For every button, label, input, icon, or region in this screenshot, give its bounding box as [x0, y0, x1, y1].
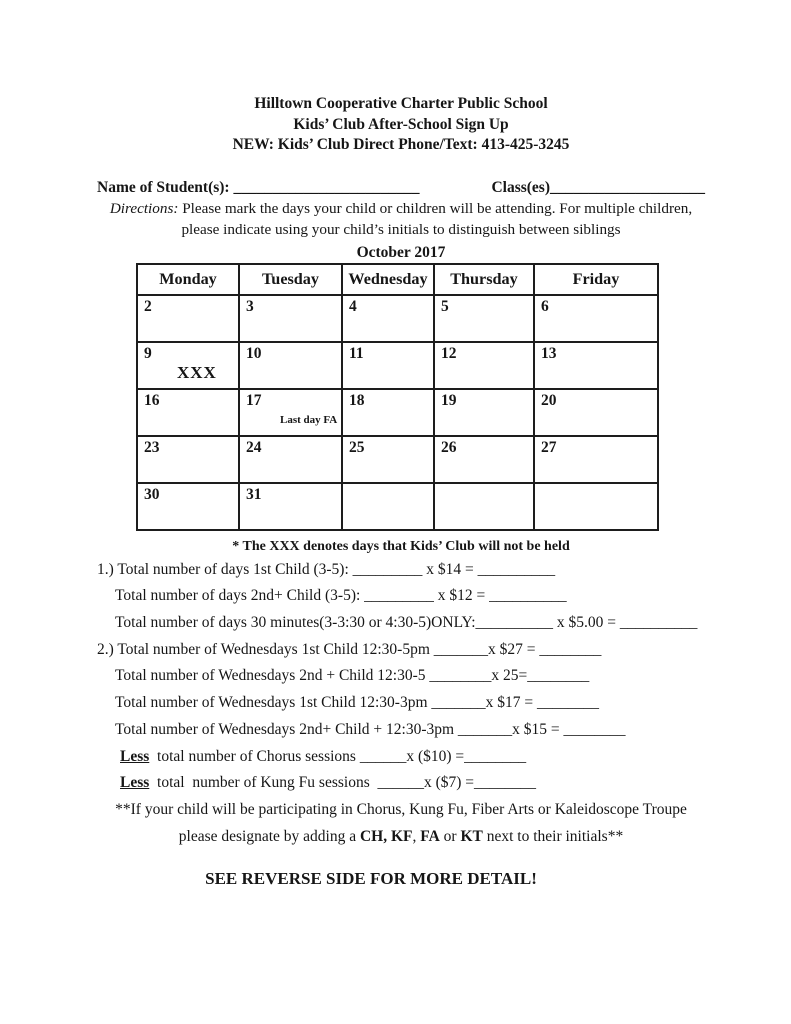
calendar-cell-19[interactable]: 19 [434, 389, 534, 436]
directions-line2: please indicate using your child’s initials to distinguish between siblings [181, 221, 621, 239]
calendar-title: October 2017 [356, 243, 446, 261]
calendar-cell-31[interactable]: 31 [239, 483, 342, 530]
calendar-cell-empty[interactable] [342, 483, 434, 530]
calendar-footnote: * The XXX denotes days that Kids’ Club will not be held [232, 538, 570, 554]
date-label: 17 [246, 391, 262, 409]
fee-wednesdays-2nd-child-1230-5: Total number of Wednesdays 2nd + Child 12:30-5 ________x 25=________ [115, 667, 590, 685]
fee-calculation-section [97, 557, 705, 851]
reverse-side-note: SEE REVERSE SIDE FOR MORE DETAIL! [205, 869, 537, 889]
calendar-cell-12[interactable]: 12 [434, 342, 534, 389]
phone-contact-line: NEW: Kids’ Club Direct Phone/Text: 413-425-3245 [232, 136, 570, 154]
directions-label: Directions: [109, 199, 179, 217]
spacer [419, 177, 491, 198]
less-kungfu-line: Less total number of Kung Fu sessions ______x ($7) =________ [120, 774, 537, 792]
calendar-cell-3[interactable]: 3 [239, 295, 342, 342]
calendar-cell-17[interactable] [239, 389, 342, 436]
calendar-header-friday: Friday [534, 264, 658, 295]
calendar-cell-26[interactable]: 26 [434, 436, 534, 483]
calendar-cell-11[interactable]: 11 [342, 342, 434, 389]
calendar-header-thursday: Thursday [434, 264, 534, 295]
date-label: 9 [144, 344, 152, 362]
chorus-code: CH, KF [359, 827, 413, 845]
calendar-cell-4[interactable]: 4 [342, 295, 434, 342]
less-chorus-line: Less total number of Chorus sessions ______x ($10) =________ [120, 747, 527, 765]
fee-wednesdays-1st-child-1230-5: 2.) Total number of Wednesdays 1st Child 12:30-5pm _______x $27 = ________ [97, 640, 602, 658]
classes-label: Class(es) [491, 178, 550, 196]
document-header [97, 94, 705, 156]
calendar-table [136, 263, 659, 531]
classes-blank[interactable]: ____________________ [550, 178, 705, 196]
calendar-cell-empty[interactable] [534, 483, 658, 530]
calendar-cell-30[interactable]: 30 [137, 483, 239, 530]
kaleidoscope-code: KT [460, 827, 483, 845]
calendar-cell-empty[interactable] [434, 483, 534, 530]
less-label: Less [120, 774, 150, 792]
school-name: Hilltown Cooperative Charter Public School [254, 95, 548, 112]
fiber-arts-code: FA [420, 827, 440, 845]
calendar-cell-5[interactable]: 5 [434, 295, 534, 342]
calendar-cell-27[interactable]: 27 [534, 436, 658, 483]
form-title: Kids’ Club After-School Sign Up [293, 115, 509, 133]
fee-days-30-minutes: Total number of days 30 minutes(3-3:30 or 4:30-5)ONLY:__________ x $5.00 = __________ [115, 614, 698, 631]
activities-note-line1: **If your child will be participating in Chorus, Kung Fu, Fiber Arts or Kaleidoscope Troupe [115, 800, 687, 818]
calendar-week-row [137, 389, 658, 436]
calendar-cell-13[interactable]: 13 [534, 342, 658, 389]
directions-line1: Directions: Please mark the days your child or children will be attending. For multiple children, [109, 199, 693, 217]
calendar-week-row [137, 436, 658, 483]
calendar-cell-2[interactable]: 2 [137, 295, 239, 342]
calendar-header-wednesday: Wednesday [342, 264, 434, 295]
calendar-week-row [137, 483, 658, 530]
fee-days-2nd-child: Total number of days 2nd+ Child (3-5): _________ x $12 = __________ [115, 587, 567, 605]
last-day-fa-note: Last day FA [280, 413, 338, 426]
calendar-header-monday: Monday [137, 264, 239, 295]
name-of-students-label: Name of Student(s): [97, 178, 234, 196]
less-label: Less [120, 747, 150, 765]
calendar-cell-20[interactable]: 20 [534, 389, 658, 436]
name-of-students-blank[interactable]: ________________________ [233, 178, 420, 196]
activities-note-line2: please designate by adding a CH, KF, FA or KT next to their initials** [178, 827, 624, 845]
calendar-cell-6[interactable]: 6 [534, 295, 658, 342]
calendar-header-row [137, 264, 658, 295]
calendar-cell-16[interactable]: 16 [137, 389, 239, 436]
calendar-cell-25[interactable]: 25 [342, 436, 434, 483]
fee-wednesdays-2nd-child-1230-3: Total number of Wednesdays 2nd+ Child + 12:30-3pm _______x $15 = ________ [115, 720, 626, 738]
calendar-week-row [137, 295, 658, 342]
fee-wednesdays-1st-child-1230-3: Total number of Wednesdays 1st Child 12:30-3pm _______x $17 = ________ [115, 694, 600, 712]
calendar-cell-23[interactable]: 23 [137, 436, 239, 483]
calendar-cell-18[interactable]: 18 [342, 389, 434, 436]
directions-paragraph [97, 198, 705, 241]
fee-days-1st-child: 1.) Total number of days 1st Child (3-5): _________ x $14 = __________ [97, 560, 556, 578]
calendar-header-tuesday: Tuesday [239, 264, 342, 295]
calendar-cell-24[interactable]: 24 [239, 436, 342, 483]
calendar-week-row [137, 342, 658, 389]
student-info-line [97, 177, 705, 198]
club-closed-marker: XXX [177, 362, 217, 382]
calendar-cell-9[interactable] [137, 342, 239, 389]
calendar-cell-10[interactable]: 10 [239, 342, 342, 389]
